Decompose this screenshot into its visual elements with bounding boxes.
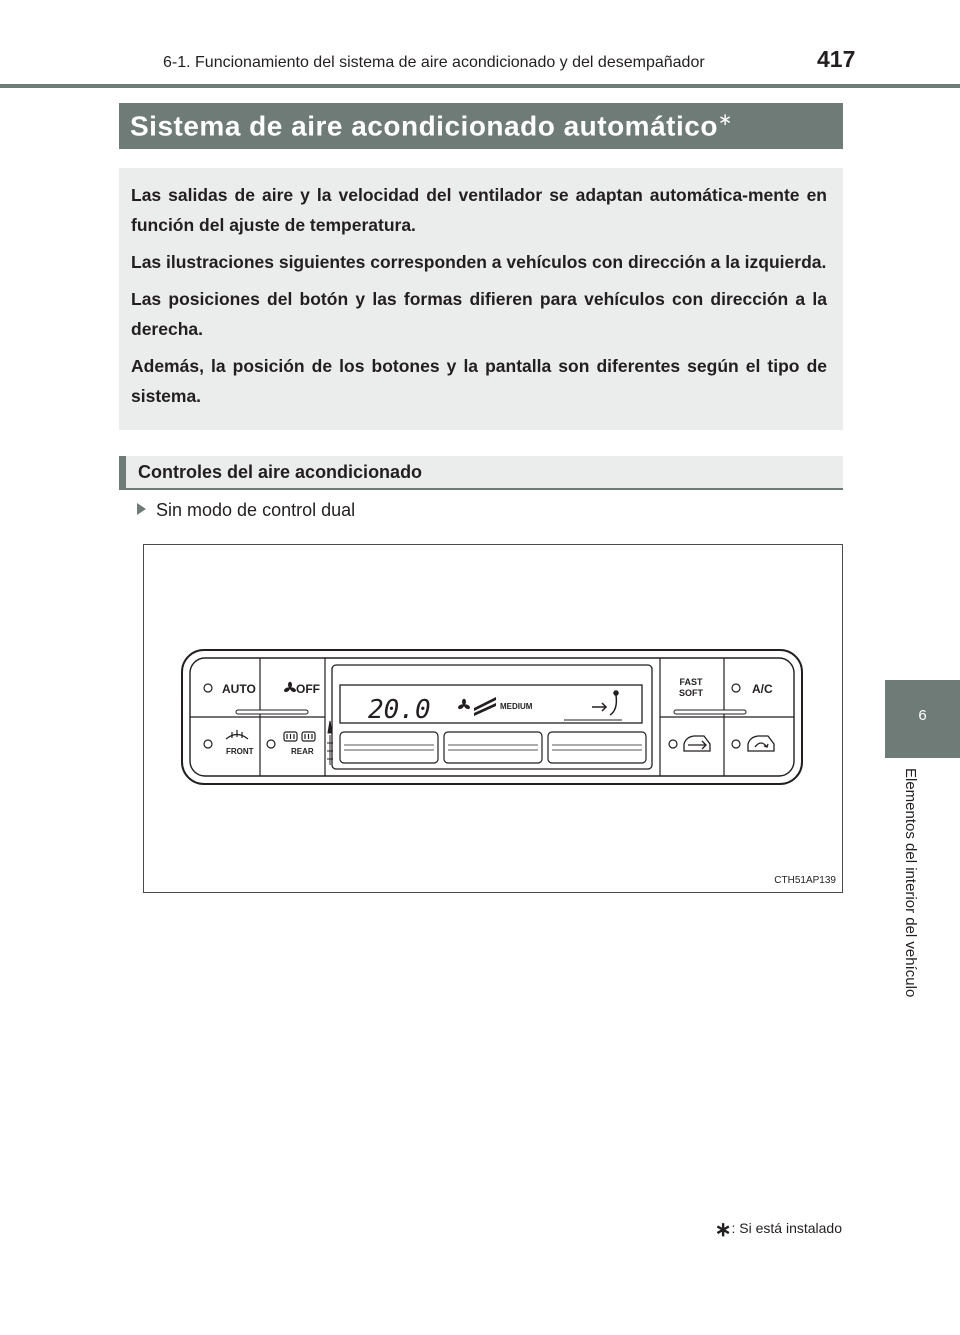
chapter-tab bbox=[885, 680, 960, 758]
soft-label: SOFT bbox=[679, 688, 703, 698]
front-label: FRONT bbox=[226, 747, 254, 756]
ac-button-label: A/C bbox=[752, 682, 773, 696]
intro-paragraph: Las ilustraciones siguientes corresponden a vehículos con dirección a la izquierda. bbox=[131, 252, 827, 272]
intro-paragraph: Las salidas de aire y la velocidad del ventilador se adaptan automática-mente en función del ajuste de temperatura. bbox=[131, 185, 827, 235]
header-rule bbox=[0, 84, 960, 88]
optional-mark-icon: ∗ bbox=[714, 1219, 732, 1241]
vent-slot-left bbox=[340, 732, 438, 763]
intro-paragraph: Además, la posición de los botones y la pantalla son diferentes según el tipo de sistema. bbox=[131, 356, 827, 406]
auto-indicator-icon bbox=[204, 684, 212, 692]
rear-indicator-icon bbox=[267, 740, 275, 748]
section-accent bbox=[119, 456, 126, 490]
fan-speed-label: MEDIUM bbox=[500, 702, 533, 711]
fresh-air-indicator-icon bbox=[669, 740, 677, 748]
ac-indicator-icon bbox=[732, 684, 740, 692]
temperature-readout: 20.0 bbox=[368, 695, 431, 725]
main-title-text: Sistema de aire acondicionado automático bbox=[130, 110, 718, 142]
rear-label: REAR bbox=[291, 747, 314, 756]
bullet-text: Sin modo de control dual bbox=[156, 500, 356, 520]
bullet-item bbox=[137, 500, 355, 521]
chapter-number: 6 bbox=[918, 707, 927, 724]
intro-box bbox=[119, 168, 843, 430]
recirculate-indicator-icon bbox=[732, 740, 740, 748]
page-number: 417 bbox=[817, 46, 856, 72]
front-indicator-icon bbox=[204, 740, 212, 748]
vent-slot-center bbox=[444, 732, 542, 763]
footnote bbox=[715, 1217, 842, 1242]
intro-paragraph: Las posiciones del botón y las formas difieren para vehículos con dirección a la derecha. bbox=[131, 289, 827, 339]
optional-mark-icon: ∗ bbox=[717, 110, 733, 129]
footnote-text: : Si está instalado bbox=[731, 1220, 842, 1236]
section-title: Controles del aire acondicionado bbox=[138, 462, 423, 482]
fast-label: FAST bbox=[679, 677, 703, 687]
figure-code: CTH51AP139 bbox=[774, 875, 836, 886]
triangle-bullet-icon bbox=[137, 503, 146, 515]
main-title-bar bbox=[119, 103, 843, 149]
climate-panel-illustration bbox=[144, 545, 842, 892]
fan-off-label: OFF bbox=[296, 682, 320, 696]
auto-button-label: AUTO bbox=[222, 682, 256, 696]
vent-slot-right bbox=[548, 732, 646, 763]
main-title bbox=[130, 110, 733, 142]
chapter-label: Elementos del interior del vehículo bbox=[902, 768, 919, 998]
figure-frame bbox=[143, 544, 843, 893]
section-heading-bar bbox=[119, 456, 843, 490]
running-header-title: 6-1. Funcionamiento del sistema de aire acondicionado y del desempañador bbox=[163, 54, 705, 71]
